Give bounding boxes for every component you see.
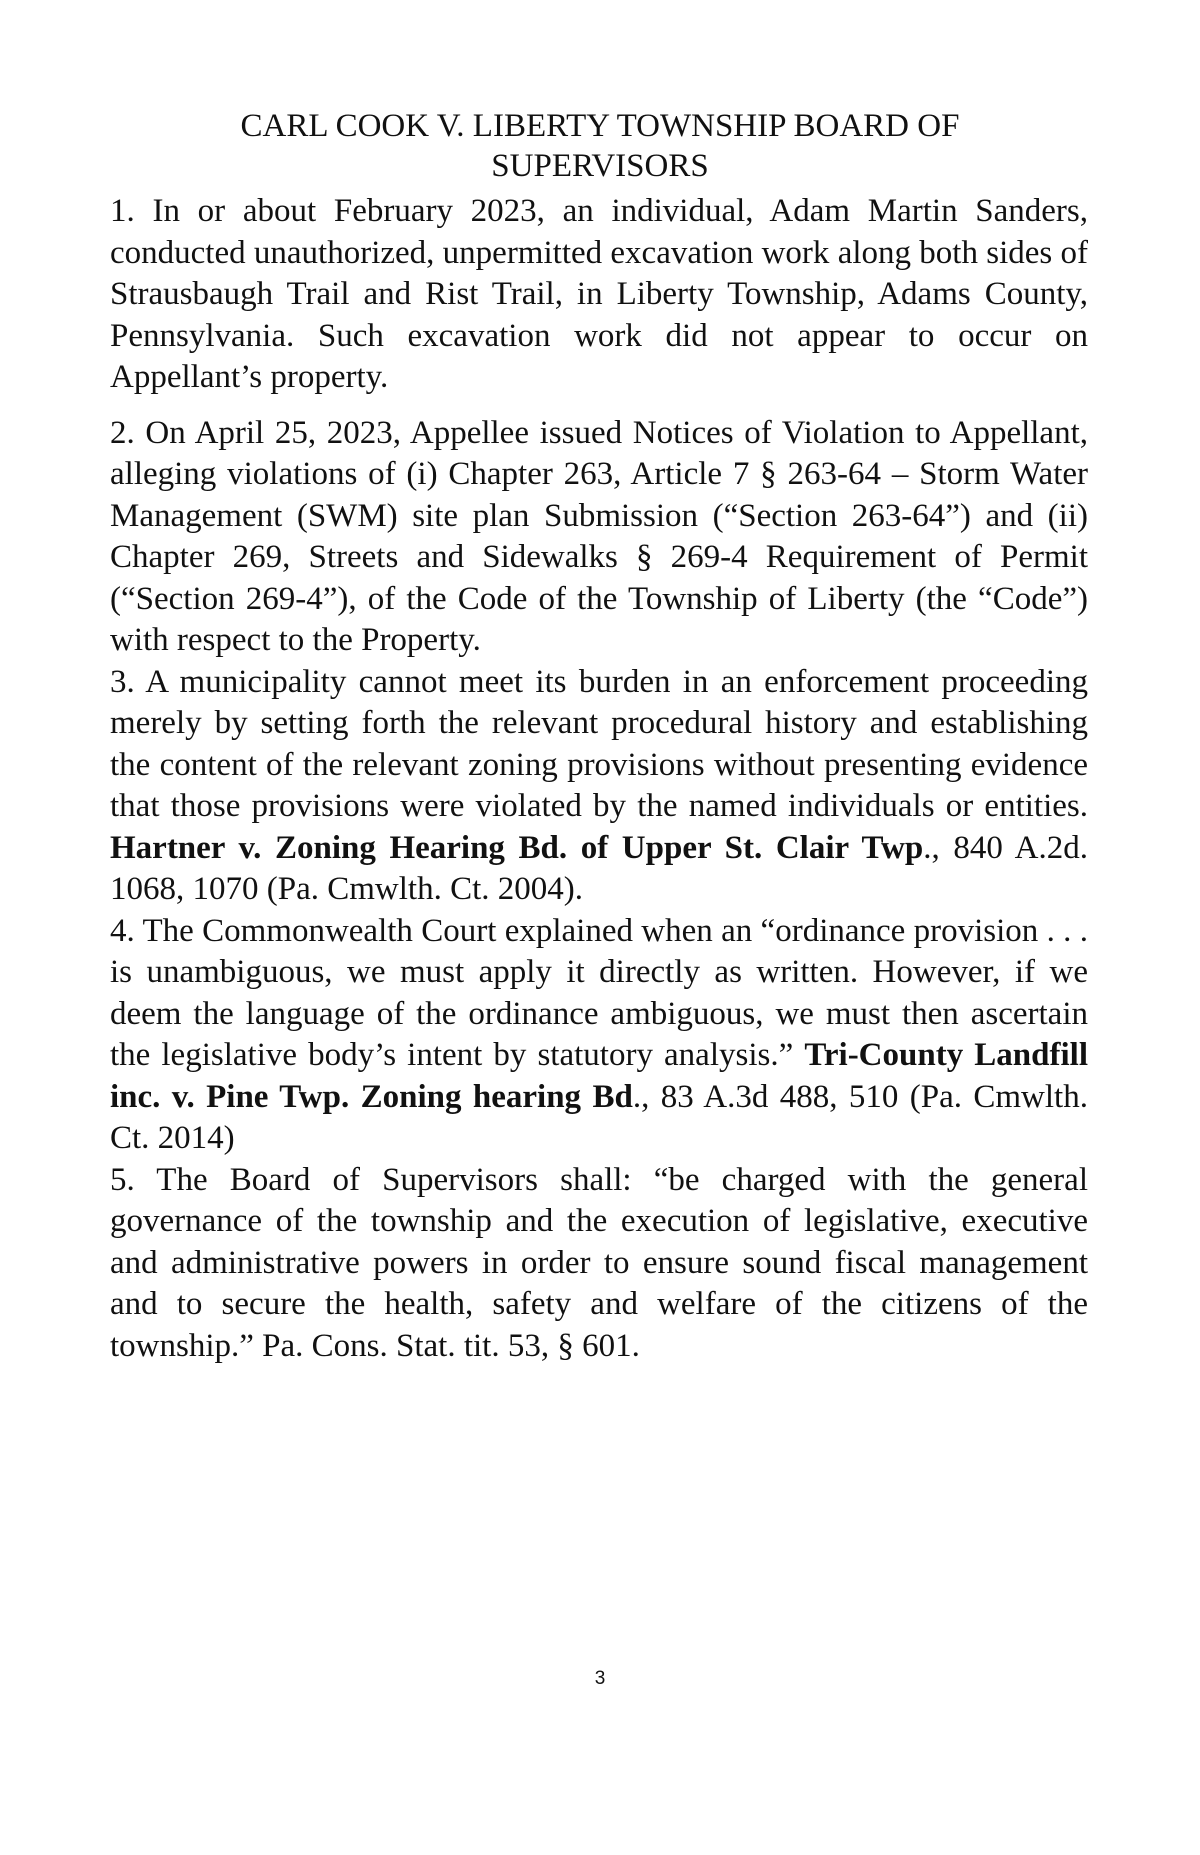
title-line-2: SUPERVISORS (491, 148, 709, 184)
paragraph-4 (110, 911, 1088, 1160)
paragraph-3-text: 3. A municipality cannot meet its burden in an enforcement proceeding merely by setting forth the relevant procedural history and establishing the content of the relevant zoning provisions without presenting evidence that those provisions were violated by the named individuals or entities. (110, 663, 1088, 824)
document-title (110, 106, 1090, 186)
paragraph-1: 1. In or about February 2023, an individual, Adam Martin Sanders, conducted unauthorized, unpermitted excavation work along both sides of Strausbaugh Trail and Rist Trail, in Liberty Township, Adams County, Pennsylvania. Such excavation work did not appear to occur on Appellant’s property. (110, 193, 1088, 395)
page-number: 3 (594, 1668, 606, 1689)
paragraph-2: 2. On April 25, 2023, Appellee issued Notices of Violation to Appellant, alleging violations of (i) Chapter 263, Article 7 § 263-64 – Storm Water Management (SWM) site plan Submission (“Section 263-64”) and (ii) Chapter 269, Streets and Sidewalks § 269-4 Requirement of Permit (“Section 269-4”), of the Code of the Township of Liberty (the “Code”) with respect to the Property. (110, 414, 1088, 658)
title-line-1: CARL COOK V. LIBERTY TOWNSHIP BOARD OF (240, 108, 960, 144)
case-citation-hartner: Hartner v. Zoning Hearing Bd. of Upper St. Clair Twp (110, 829, 924, 866)
paragraph-4-citation: ., 83 A.3d 488, 510 (Pa. Cmwlth. Ct. 2014) (110, 1078, 1088, 1156)
paragraph-3-citation: ., 840 A.2d. 1068, 1070 (Pa. Cmwlth. Ct. 2004). (110, 829, 1088, 907)
paragraph-3 (110, 662, 1088, 911)
paragraph-5: 5. The Board of Supervisors shall: “be charged with the general governance of the township and the execution of legislative, executive and administrative powers in order to ensure sound fiscal management and to secure the health, safety and welfare of the citizens of the township.” Pa. Cons. Stat. tit. 53, § 601. (110, 1161, 1088, 1364)
case-citation-tri-county: Tri-County Landfill inc. v. Pine Twp. Zoning hearing Bd (110, 1037, 1088, 1115)
paragraph-4-text: 4. The Commonwealth Court explained when an “ordinance provision . . . is unambiguous, we must apply it directly as written. However, if we deem the language of the ordinance ambiguous, we must then ascertain the legislative body’s intent by statutory analysis.” (110, 912, 1088, 1073)
document-body (110, 191, 1088, 1367)
